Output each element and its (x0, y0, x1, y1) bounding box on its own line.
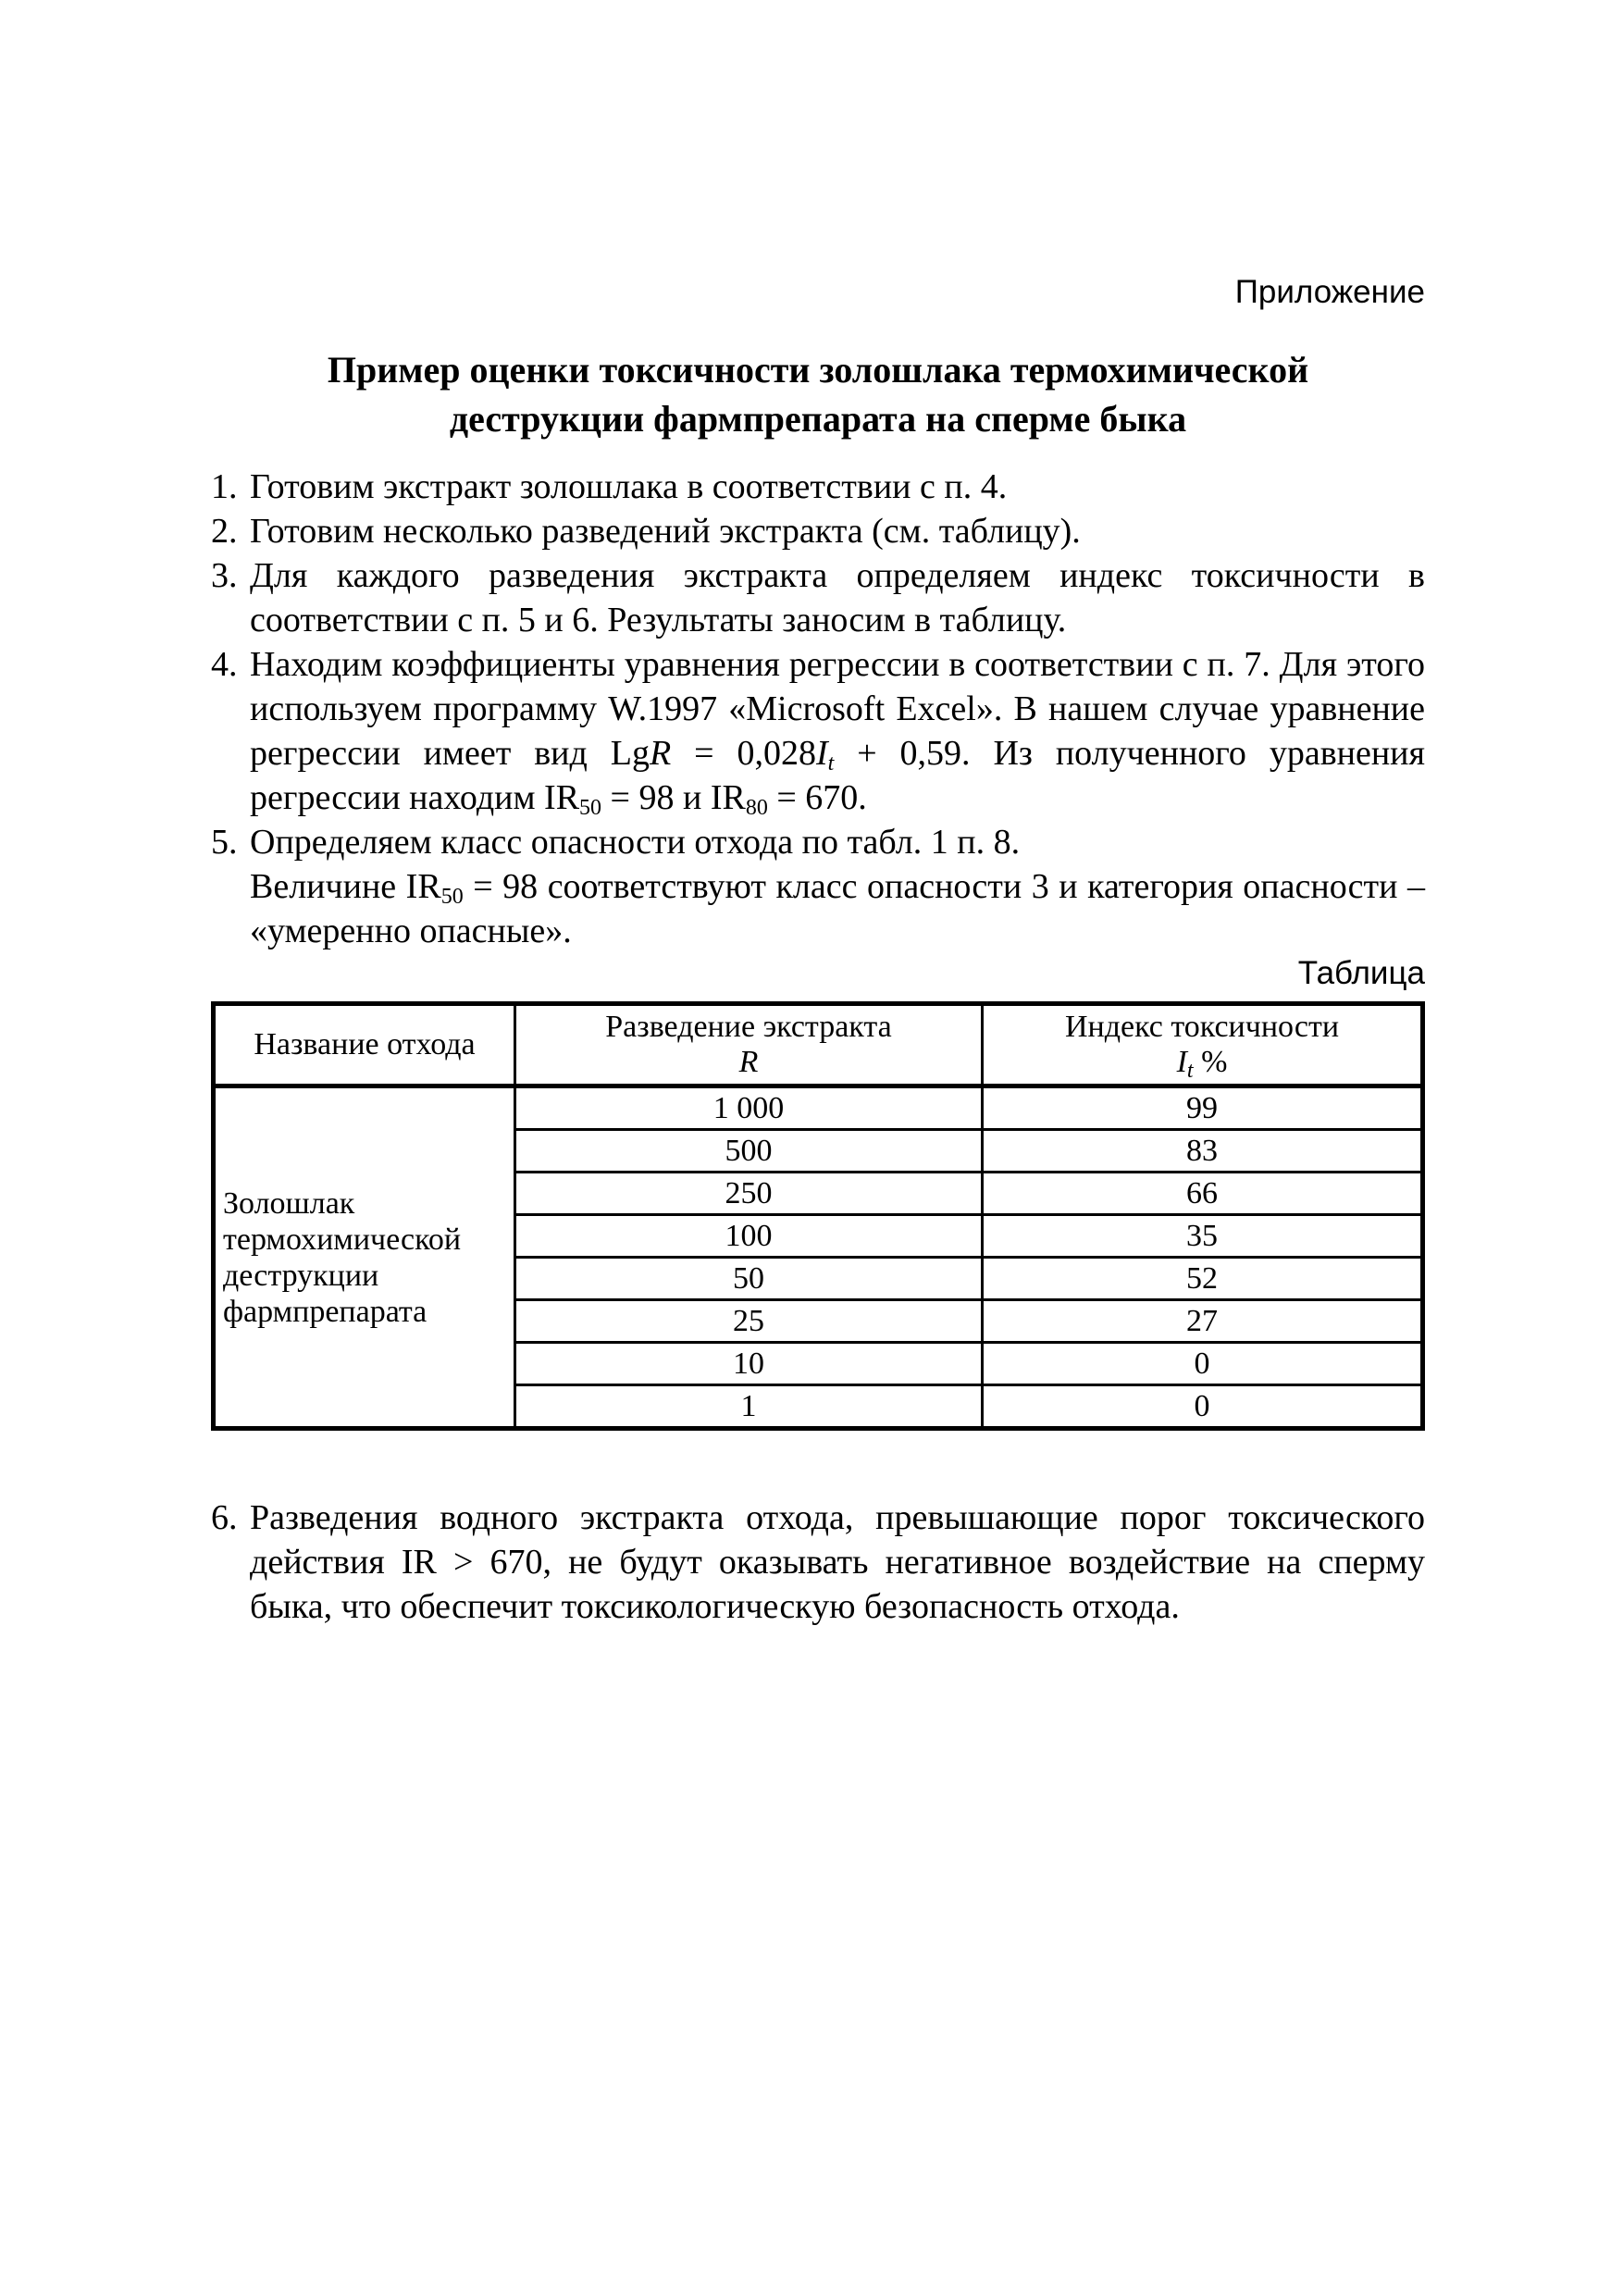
waste-name-line: термохимической (223, 1222, 462, 1257)
step-4 (211, 642, 1425, 820)
page-title (211, 345, 1425, 443)
step-4-part-1: Находим коэффициенты уравнения регрессии в соответствии с п. 7. Для этого используем программу W.1997 «Microsoft Excel». В нашем случае уравнение регрессии имеет вид Lg (250, 645, 1425, 773)
dilution-cell: 250 (515, 1173, 983, 1215)
waste-name-line: Золошлак (223, 1185, 355, 1221)
step-5-part-1: Величине IR (250, 867, 441, 906)
header-index-label: Индекс токсичности (1064, 1010, 1340, 1044)
index-cell: 0 (983, 1385, 1423, 1429)
step-text (250, 642, 1425, 820)
index-cell: 35 (983, 1215, 1423, 1258)
step-number: 3. (211, 556, 238, 595)
index-cell: 52 (983, 1258, 1423, 1300)
header-waste-name: Название отхода (214, 1004, 515, 1086)
step-number: 5. (211, 823, 238, 862)
step-text: Готовим экстракт золошлака в соответствии с п. 4. (250, 467, 1008, 506)
step-4-part-2: = 0,028 (671, 734, 816, 773)
table-caption: Таблица (1297, 955, 1425, 991)
index-cell: 27 (983, 1300, 1423, 1343)
step-5 (211, 820, 1425, 953)
var-i: I (815, 734, 828, 773)
header-index-sub: t (1186, 1059, 1194, 1083)
sub-80: 80 (745, 796, 768, 820)
step-number: 2. (211, 512, 238, 551)
toxicity-table (211, 1001, 1425, 1431)
step-2 (211, 509, 1425, 553)
step-4-part-4: = 98 и IR (601, 778, 746, 817)
step-number: 4. (211, 645, 238, 684)
dilution-cell: 100 (515, 1215, 983, 1258)
step-text: Готовим несколько разведений экстракта (см. таблицу). (250, 512, 1081, 551)
header-index (983, 1004, 1423, 1086)
step-5-part-2: = 98 соответствуют класс опасности 3 и категория опасности – «умеренно опасные». (250, 867, 1425, 950)
var-r: R (649, 734, 672, 773)
title-line-1: Пример оценки токсичности золошлака термохимической (327, 349, 1309, 391)
index-cell: 66 (983, 1173, 1423, 1215)
step-5-line-1: Определяем класс опасности отхода по табл. 1 п. 8. (250, 823, 1021, 862)
dilution-cell: 500 (515, 1130, 983, 1173)
steps-list (211, 465, 1425, 953)
table-header-row (214, 1004, 1423, 1086)
index-cell: 83 (983, 1130, 1423, 1173)
waste-name-cell (214, 1086, 515, 1429)
step-number: 6. (211, 1498, 238, 1537)
title-line-2: деструкции фармпрепарата на сперме быка (449, 398, 1187, 440)
sub-t: t (827, 751, 835, 776)
appendix-label: Приложение (1234, 274, 1425, 310)
header-dilution-label: Разведение экстракта (605, 1010, 892, 1044)
step-text (250, 820, 1425, 953)
dilution-cell: 10 (515, 1343, 983, 1385)
table-row (214, 1086, 1423, 1130)
dilution-cell: 50 (515, 1258, 983, 1300)
dilution-cell: 1 000 (515, 1086, 983, 1130)
step-3 (211, 553, 1425, 642)
step-text: Для каждого разведения экстракта определяем индекс токсичности в соответствии с п. 5 и 6. Результаты заносим в таблицу. (250, 556, 1425, 639)
sub-50: 50 (440, 885, 464, 909)
step-6 (211, 1496, 1425, 1629)
waste-name-line: деструкции (223, 1258, 379, 1293)
step-text: Разведения водного экстракта отхода, превышающие порог токсического действия IR > 670, не будут оказывать негативное воздействие на сперму быка, что обеспечит токсикологическую безопасность отхода. (250, 1498, 1425, 1626)
waste-name-line: фармпрепарата (223, 1294, 427, 1329)
header-index-unit: % (1193, 1045, 1228, 1079)
header-dilution (515, 1004, 983, 1086)
header-dilution-var: R (738, 1045, 759, 1079)
index-cell: 99 (983, 1086, 1423, 1130)
step-4-part-3: + 0,59. Из полученного уравнения регрессии находим IR (250, 734, 1425, 817)
sub-50: 50 (579, 796, 602, 820)
dilution-cell: 25 (515, 1300, 983, 1343)
index-cell: 0 (983, 1343, 1423, 1385)
step-4-part-5: = 670. (767, 778, 867, 817)
step-1 (211, 465, 1425, 509)
step-number: 1. (211, 467, 238, 506)
header-index-var: I (1176, 1045, 1187, 1079)
step-5-line-2 (250, 864, 1425, 953)
dilution-cell: 1 (515, 1385, 983, 1429)
